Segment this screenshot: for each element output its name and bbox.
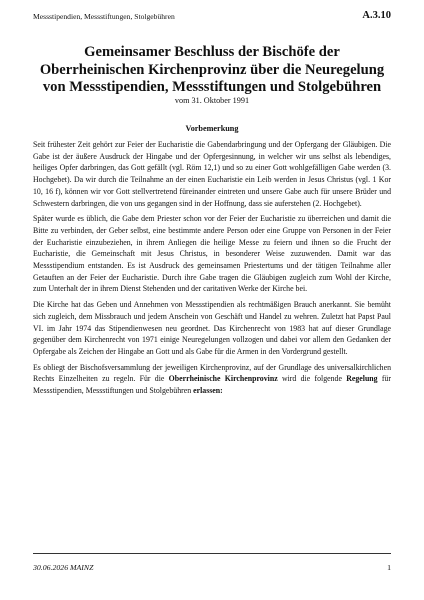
title-line-1: Gemeinsamer Beschluss der Bischöfe der bbox=[84, 44, 340, 60]
paragraph-4-bold-2: Regelung bbox=[346, 374, 378, 384]
title-line-3: von Messstipendien, Messstiftungen und Stolgebühren bbox=[42, 79, 382, 95]
paragraph-4-text-1: Es obliegt der Bischofsversammlung der jeweiligen Kirchenprovinz, auf der Grundlage des universalkirchlichen Rechts Einzelheiten zu regeln. Für die bbox=[33, 362, 391, 384]
running-header: Messstipendien, Messstiftungen, Stolgebühren bbox=[33, 12, 175, 21]
paragraph-3: Die Kirche hat das Geben und Annehmen von Messstipendien als rechtmäßigen Brauch anerkannt. Sie bemüht sich zugleich, dem Missbrauch und jedem Anschein von Geschäft und Handel zu wehren. Zuletzt hat Papst Paul VI. im Jahr 1974 das Stipendienwesen neu geordnet. Das Kirchenrecht von 1983 hat auf dieser Grundlage gegenüber dem Kirchenrecht von 1971 einige Neuregelungen vollzogen und dabei vor allem den Gedanken der Opfergabe als Zeichen der Hingabe an Gott und als Gabe für die Armen in den Vordergrund gestellt. bbox=[33, 300, 391, 356]
paragraph-4-bold-3: erlassen: bbox=[193, 386, 223, 396]
footer-divider bbox=[33, 553, 391, 554]
page-number: 1 bbox=[387, 563, 391, 572]
document-title bbox=[30, 44, 394, 97]
paragraph-4 bbox=[33, 362, 391, 397]
paragraph-4-text-2: wird die folgende bbox=[277, 374, 347, 384]
body-text bbox=[33, 139, 391, 401]
paragraph-2: Später wurde es üblich, die Gabe dem Priester schon vor der Feier der Eucharistie zu überreichen und damit die Bitte zu verbinden, der Geber selbst, eine bestimmte andere Person oder eine Gruppe von Personen in der Feier der Eucharistie einzubeziehen, in ihrem Anliegen die heilige Messe zu feiern und ihnen so die Frucht der Eucharistie, die Gemeinschaft mit Jesus Christus, in besonderer Weise zuzuwenden. Damit war das Messstipendium entstanden. Es ist Ausdruck des gemeinsamen Priestertums und der tätigen Teilnahme aller Getauften an der Feier der Eucharistie. Durch ihre Gabe tragen die Gläubigen zugleich zum Wohl der Kirche, zum Unterhalt der in ihrem Dienst Stehenden und der caritativen Werke der Kirche bei. bbox=[33, 214, 391, 294]
document-code: A.3.10 bbox=[362, 10, 391, 21]
paragraph-1: Seit frühester Zeit gehört zur Feier der Eucharistie die Gabendarbringung und der Opfergang der Gläubigen. Die Gabe ist der äußere Ausdruck der Hingabe und der Opfergesinnung, in welcher wir uns selbst als lebendiges, heiliges Opfer darbringen, das Gott gefällt (vgl. Röm 12,1) und so zu einer Gott wohlgefälligen Gabe werden (3. Hochgebet). Da wir durch die Teilnahme an der einen Eucharistie ein Leib werden in Jesus Christus (vgl. 1 Kor 10, 16 f), können wir vor Gott stellvertretend füreinander eintreten und unsere Gabe auch für unsere Brüder und Schwestern darbringen, die von uns gegangen sind in der Hoffnung, dass sie auferstehen (2. Hochgebet). bbox=[33, 140, 391, 208]
paragraph-4-bold-1: Oberrheinische Kirchenprovinz bbox=[168, 374, 278, 384]
paragraph-4-text-3: für Messstipendien, Messstiftungen und Stolgebühren bbox=[33, 374, 392, 396]
title-line-2: Oberrheinischen Kirchenprovinz über die Neuregelung bbox=[39, 61, 385, 78]
section-heading: Vorbemerkung bbox=[185, 124, 239, 133]
document-date: vom 31. Oktober 1991 bbox=[174, 96, 250, 105]
footer-date-place: 30.06.2026 MAINZ bbox=[33, 563, 94, 572]
